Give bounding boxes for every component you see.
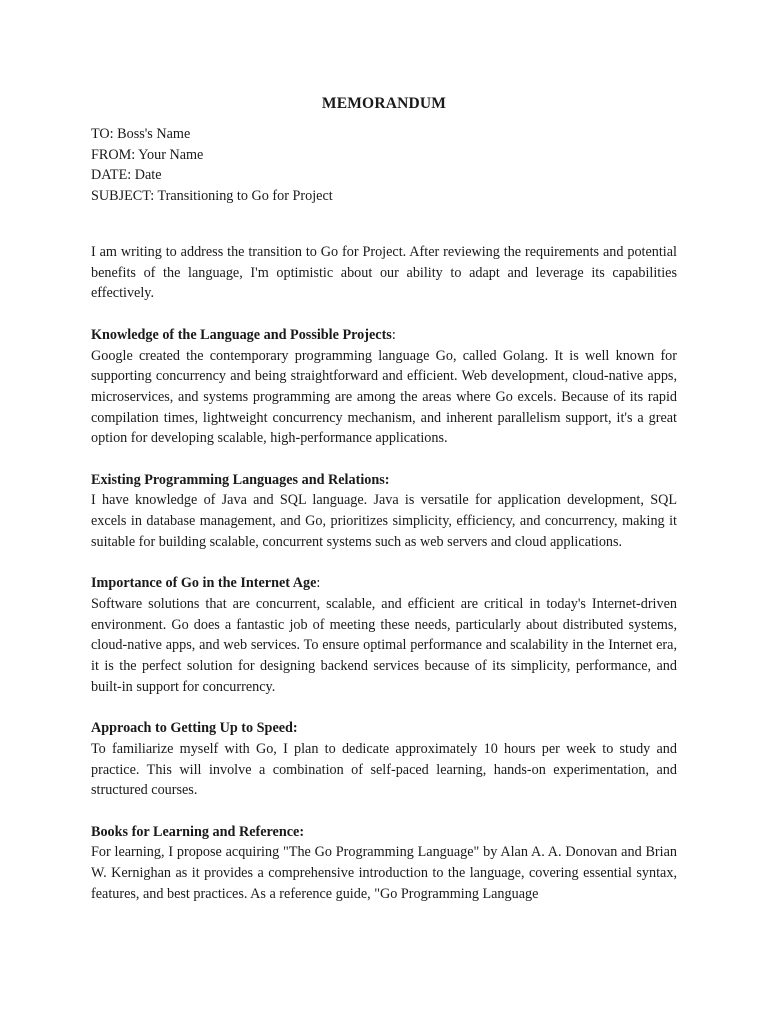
section-books xyxy=(91,822,677,905)
section-existing-languages xyxy=(91,470,677,553)
section-heading-colon: : xyxy=(316,575,321,592)
section-heading-text: Books for Learning and Reference: xyxy=(91,823,305,840)
section-heading xyxy=(91,573,677,594)
section-heading-text: Existing Programming Languages and Relations: xyxy=(91,471,390,488)
memo-header xyxy=(91,124,333,206)
section-heading xyxy=(91,470,677,491)
section-heading xyxy=(91,325,677,346)
section-heading xyxy=(91,718,677,739)
section-heading-colon: : xyxy=(391,326,396,343)
section-heading-text: Approach to Getting Up to Speed: xyxy=(91,720,298,737)
intro-paragraph: I am writing to address the transition to Go for Project. After reviewing the requirements and potential benefits of the language, I'm optimistic about our ability to adapt and leverage its capabilities effectively. xyxy=(91,244,677,302)
memo-date: DATE: Date xyxy=(91,167,162,184)
section-text: For learning, I propose acquiring "The Go Programming Language" by Alan A. A. Donovan and Brian W. Kernighan as it provides a comprehensive introduction to the language, covering essential syntax, features, and best practices. As a reference guide, "Go Programming Language xyxy=(91,844,677,902)
section-getting-up-to-speed xyxy=(91,718,677,801)
section-text: Google created the contemporary programming language Go, called Golang. It is well known for supporting concurrency and being straightforward and efficient. Web development, cloud-native apps, microservices, and systems programming are among the areas where Go excels. Because of its rapid compilation times, lightweight concurrency mechanism, and inherent parallelism support, it's a great option for developing scalable, high-performance applications. xyxy=(91,347,677,447)
section-text: Software solutions that are concurrent, scalable, and efficient are critical in today's Internet-driven environment. Go does a fantastic job of meeting these needs, particularly about distributed systems, cloud-native apps, and web services. To ensure optimal performance and scalability in the Internet era, it is the perfect solution for designing backend services because of its simplicity, performance, and built-in support for concurrency. xyxy=(91,595,677,695)
memo-subject: SUBJECT: Transitioning to Go for Project xyxy=(91,187,333,204)
section-heading xyxy=(91,822,677,843)
section-heading-text: Importance of Go in the Internet Age xyxy=(91,575,317,592)
memo-title: MEMORANDUM xyxy=(321,95,447,112)
memo-from: FROM: Your Name xyxy=(91,146,204,163)
section-internet-age xyxy=(91,573,677,697)
section-language-knowledge xyxy=(91,325,677,449)
section-heading-text: Knowledge of the Language and Possible Projects xyxy=(91,326,392,343)
section-text: I have knowledge of Java and SQL language. Java is versatile for application development, SQL excels in database management, and Go, prioritizes simplicity, efficiency, and concurrency, making it suitable for building scalable, concurrent systems such as web servers and cloud applications. xyxy=(91,492,677,550)
memo-body xyxy=(91,242,677,925)
memo-to: TO: Boss's Name xyxy=(91,126,191,142)
section-text: To familiarize myself with Go, I plan to dedicate approximately 10 hours per week to study and practice. This will involve a combination of self-paced learning, hands-on experimentation, and structured courses. xyxy=(91,740,677,799)
